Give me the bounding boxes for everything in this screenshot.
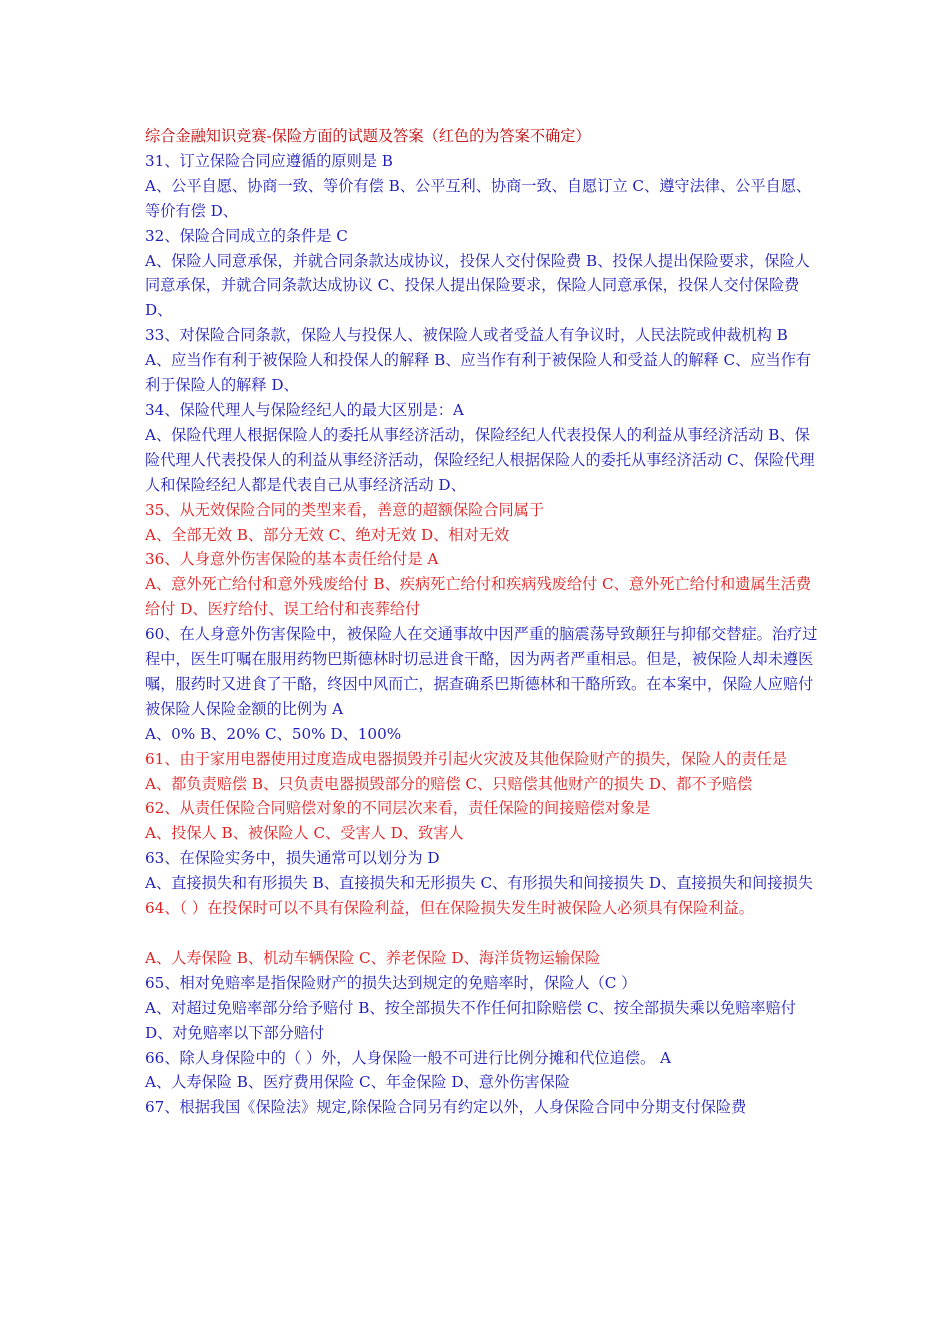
- question-paragraph: A、都负责赔偿 B、只负责电器损毁部分的赔偿 C、只赔偿其他财产的损失 D、都不予赔偿: [145, 774, 753, 793]
- question-paragraph: A、公平自愿、协商一致、等价有偿 B、公平互利、协商一致、自愿订立 C、遵守法律、公平自愿、等价有偿 D、: [145, 176, 812, 220]
- question-paragraph: 33、对保险合同条款，保险人与投保人、被保险人或者受益人有争议时，人民法院或仲裁机构 B: [145, 326, 788, 345]
- question-paragraph: A、投保人 B、被保险人 C、受害人 D、致害人: [145, 824, 464, 843]
- question-paragraph: 67、根据我国《保险法》规定,除保险合同另有约定以外，人身保险合同中分期支付保险费: [145, 1098, 747, 1117]
- question-paragraph: 31、订立保险合同应遵循的原则是 B: [145, 151, 393, 170]
- question-paragraph: 66、除人身保险中的（ ）外，人身保险一般不可进行比例分摊和代位追偿。 A: [145, 1048, 671, 1067]
- question-paragraph: A、保险人同意承保，并就合同条款达成协议，投保人交付保险费 B、投保人提出保险要求，保险人同意承保，并就合同条款达成协议 C、投保人提出保险要求，保险人同意承保，投保人交付保险费 D、: [145, 251, 810, 320]
- question-paragraph: 32、保险合同成立的条件是 C: [145, 226, 348, 245]
- question-paragraph: 61、由于家用电器使用过度造成电器损毁并引起火灾波及其他保险财产的损失，保险人的责任是: [145, 749, 788, 768]
- question-paragraph: A、人寿保险 B、机动车辆保险 C、养老保险 D、海洋货物运输保险: [145, 948, 601, 967]
- question-paragraph: A、意外死亡给付和意外残废给付 B、疾病死亡给付和疾病残废给付 C、意外死亡给付和遗属生活费给付 D、医疗给付、误工给付和丧葬给付: [145, 575, 812, 619]
- question-paragraph: 63、在保险实务中，损失通常可以划分为 D: [145, 849, 440, 868]
- question-paragraph: 34、保险代理人与保险经纪人的最大区别是：A: [145, 400, 464, 419]
- document-title: 综合金融知识竞赛-保险方面的试题及答案（红色的为答案不确定）: [145, 127, 591, 145]
- question-paragraph: 64、（ ）在投保时可以不具有保险利益，但在保险损失发生时被保险人必须具有保险利益。: [145, 899, 754, 918]
- question-paragraph: A、全部无效 B、部分无效 C、绝对无效 D、相对无效: [145, 525, 510, 544]
- question-paragraph: A、0% B、20% C、50% D、100%: [145, 724, 402, 743]
- document-body: [145, 124, 825, 1120]
- question-paragraph: 36、人身意外伤害保险的基本责任给付是 A: [145, 550, 439, 569]
- question-paragraph: A、应当作有利于被保险人和投保人的解释 B、应当作有利于被保险人和受益人的解释 C、应当作有利于保险人的解释 D、: [145, 351, 812, 395]
- blank-line: [145, 921, 825, 946]
- question-paragraph: A、直接损失和有形损失 B、直接损失和无形损失 C、有形损失和间接损失 D、直接损失和间接损失: [145, 874, 813, 893]
- question-list: [145, 149, 825, 1120]
- question-paragraph: A、对超过免赔率部分给予赔付 B、按全部损失不作任何扣除赔偿 C、按全部损失乘以免赔率赔付 D、对免赔率以下部分赔付: [145, 998, 796, 1042]
- question-paragraph: 60、在人身意外伤害保险中，被保险人在交通事故中因严重的脑震荡导致颠狂与抑郁交替症。治疗过程中，医生叮嘱在服用药物巴斯德林时切忌进食干酪，因为两者严重相忌。但是，被保险人却未遵医嘱，服药时又进食了干酪，终因中风而亡，据查确系巴斯德林和干酪所致。在本案中，保险人应赔付被保险人保险金额的比例为 A: [145, 625, 818, 718]
- question-paragraph: A、保险代理人根据保险人的委托从事经济活动，保险经纪人代表投保人的利益从事经济活动 B、保险代理人代表投保人的利益从事经济活动，保险经纪人根据保险人的委托从事经济活动 C、保险代理人和保险经纪人都是代表自己从事经济活动 D、: [145, 425, 815, 494]
- question-paragraph: A、人寿保险 B、医疗费用保险 C、年金保险 D、意外伤害保险: [145, 1073, 570, 1092]
- question-paragraph: 35、从无效保险合同的类型来看，善意的超额保险合同属于: [145, 500, 545, 519]
- question-paragraph: 65、相对免赔率是指保险财产的损失达到规定的免赔率时，保险人（C ）: [145, 973, 637, 992]
- question-paragraph: 62、从责任保险合同赔偿对象的不同层次来看，责任保险的间接赔偿对象是: [145, 799, 651, 818]
